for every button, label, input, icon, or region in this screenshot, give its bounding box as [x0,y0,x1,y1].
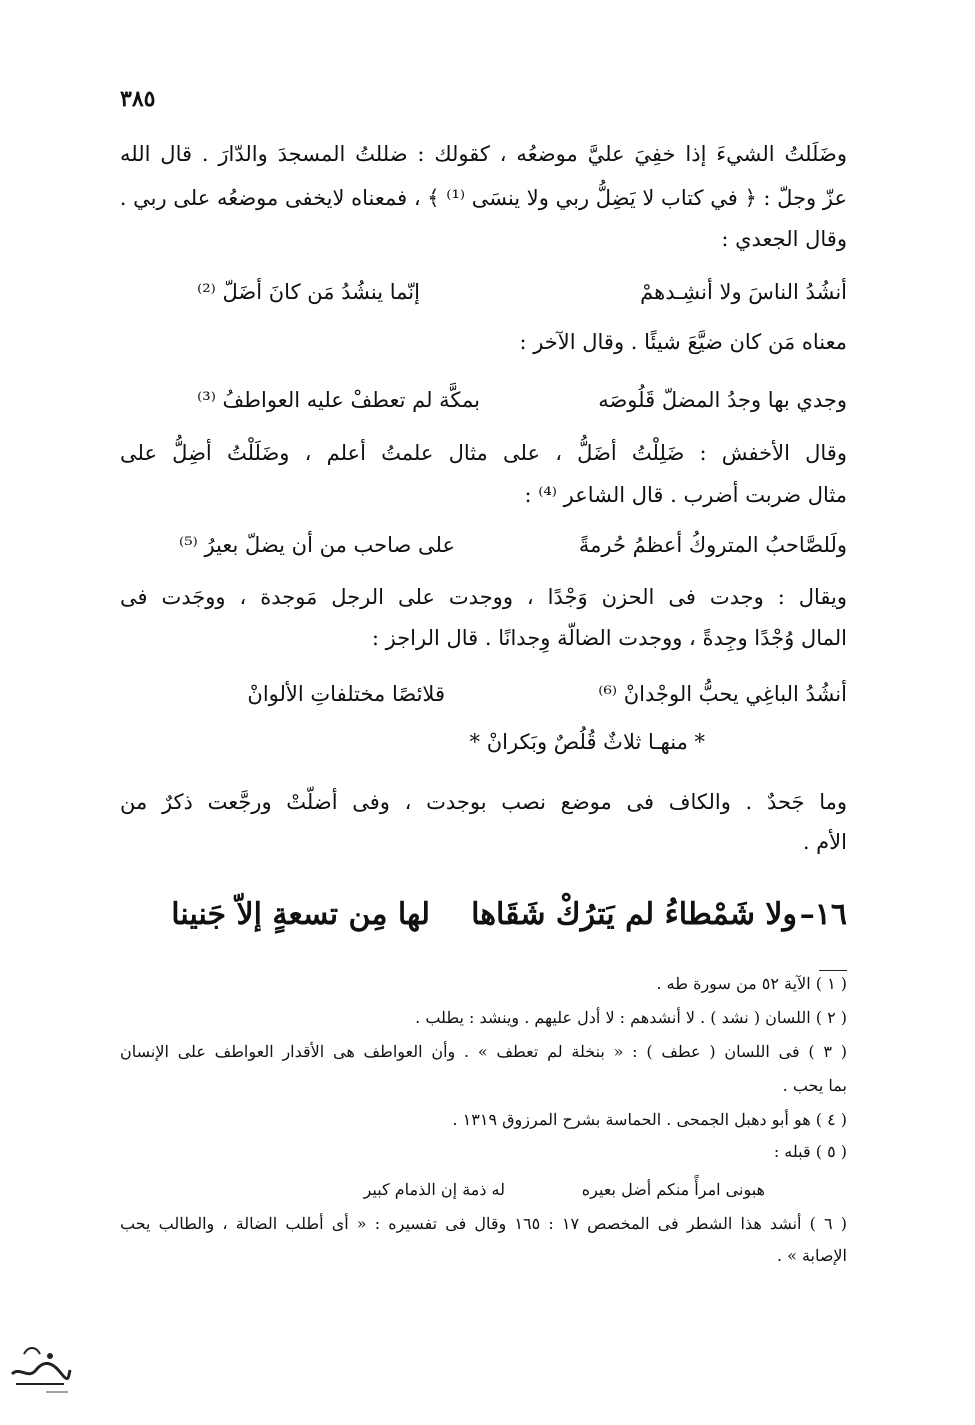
verse-hemistich: وجدي بها وجدُ المضلّ قَلُوصَه [598,388,847,412]
body-line: المال وُجْدًا وجِدةً ، ووجدت الضالّة وِجدانًا . قال الراجز : [371,626,847,650]
body-line: وقال الأخفش : ضَلِلْتُ أضَلُّ ، على مثال علمتُ أعلم ، وضَلَلْتُ أضِلُّ على [120,441,847,465]
body-line: الأم . [802,830,847,854]
verse-hemistich: أنشُدُ الباغِي يحبُّ الوجْدانْ ⁽⁶⁾ [598,682,847,706]
verse-hemistich: أنشُدُ الناسَ ولا أنشِـدهمْ [640,280,847,304]
verse-hemistich: إنّما ينشُدُ مَن كانَ أضَلّ ⁽²⁾ [197,280,420,304]
body-line: معناه مَن كان ضيَّعَ شيئًا . وقال الآخر : [519,330,847,354]
footnote: الإصابة » . [776,1246,847,1265]
body-line: وما جَحدٌ . والكاف فى موضع نصب بوجدت ، وفى أضلّتْ ورجَّعت ذكرٌ من [120,790,847,814]
verse-line: * منهـا ثلاثٌ قُلُصٌ وبَكرانْ * [469,730,705,754]
footnote: ( ٦ ) أنشد هذا الشطر فى المخصص ١٧ : ١٦٥ وقال فى تفسيره : « أى أطلب الضالة ، والطالب يحب [120,1214,848,1233]
library-stamp-logo [6,1340,74,1402]
poem-verse-hemistich: ولا شَمْطاءُ لم يَترُكْ شَقَاها [471,897,797,932]
poem-verse-hemistich: لها مِن تسعةٍ إلاّ جَنينا [171,897,430,932]
footnote: ( ٣ ) فى اللسان ( عطف ) : « بنخلة لم تعطف » . وأن العواطف هى الأقدار العواطف على الإنسان [120,1042,848,1061]
verse-hemistich: على صاحب من أن يضلّ بعيرُ ⁽⁵⁾ [179,533,455,557]
footnote: ( ٥ ) قبله : [773,1142,847,1161]
page-number: ٣٨٥ [120,86,156,112]
footnote-verse: هبونى امرأً منكم أضل بعيره [581,1180,765,1199]
poem-verse-number: ١٦– [799,897,847,932]
footnote: ( ١ ) الآية ٥٢ من سورة طه . [656,974,847,993]
body-line: وضَلَلتُ الشيءَ إذا خفِيَ عليَّ موضعُه ، كقولك : ضللتُ المسجدَ والدّارَ . قال الله [120,142,847,166]
body-line: عزّ وجلّ : ﴿ في كتاب لا يَضِلُّ ربي ولا ينسَى ⁽¹⁾ ﴾ ، فمعناه لايخفى موضعُه على ربي . [119,186,847,210]
verse-hemistich: قلائصًا مختلفاتِ الألوانْ [247,682,445,706]
verse-hemistich: ولَلصَّاحبُ المتروكُ أعظمُ حُرمةً [578,533,847,557]
body-line: مثال ضربت أضرب . قال الشاعر ⁽⁴⁾ : [524,483,847,507]
body-line: وقال الجعدي : [721,227,847,251]
footnote: ( ٤ ) هو أبو دهبل الجمحى . الحماسة بشرح المرزوق ١٣١٩ . [452,1110,847,1129]
footnote: بما يحب . [782,1076,847,1095]
verse-hemistich: بمكَّة لم تعطفْ عليه العواطفُ ⁽³⁾ [197,388,480,412]
footnote: ( ٢ ) اللسان ( نشد ) . لا أنشدهم : لا أدل عليهم . وينشد : يطلب . [415,1008,847,1027]
footnote-divider [819,970,847,971]
body-line: ويقال : وجدت فى الحزن وَجْدًا ، ووجدت على الرجل مَوجدة ، ووجَدت فى [120,585,847,609]
footnote-verse: له ذمة إن الذمام كبير [363,1180,505,1199]
